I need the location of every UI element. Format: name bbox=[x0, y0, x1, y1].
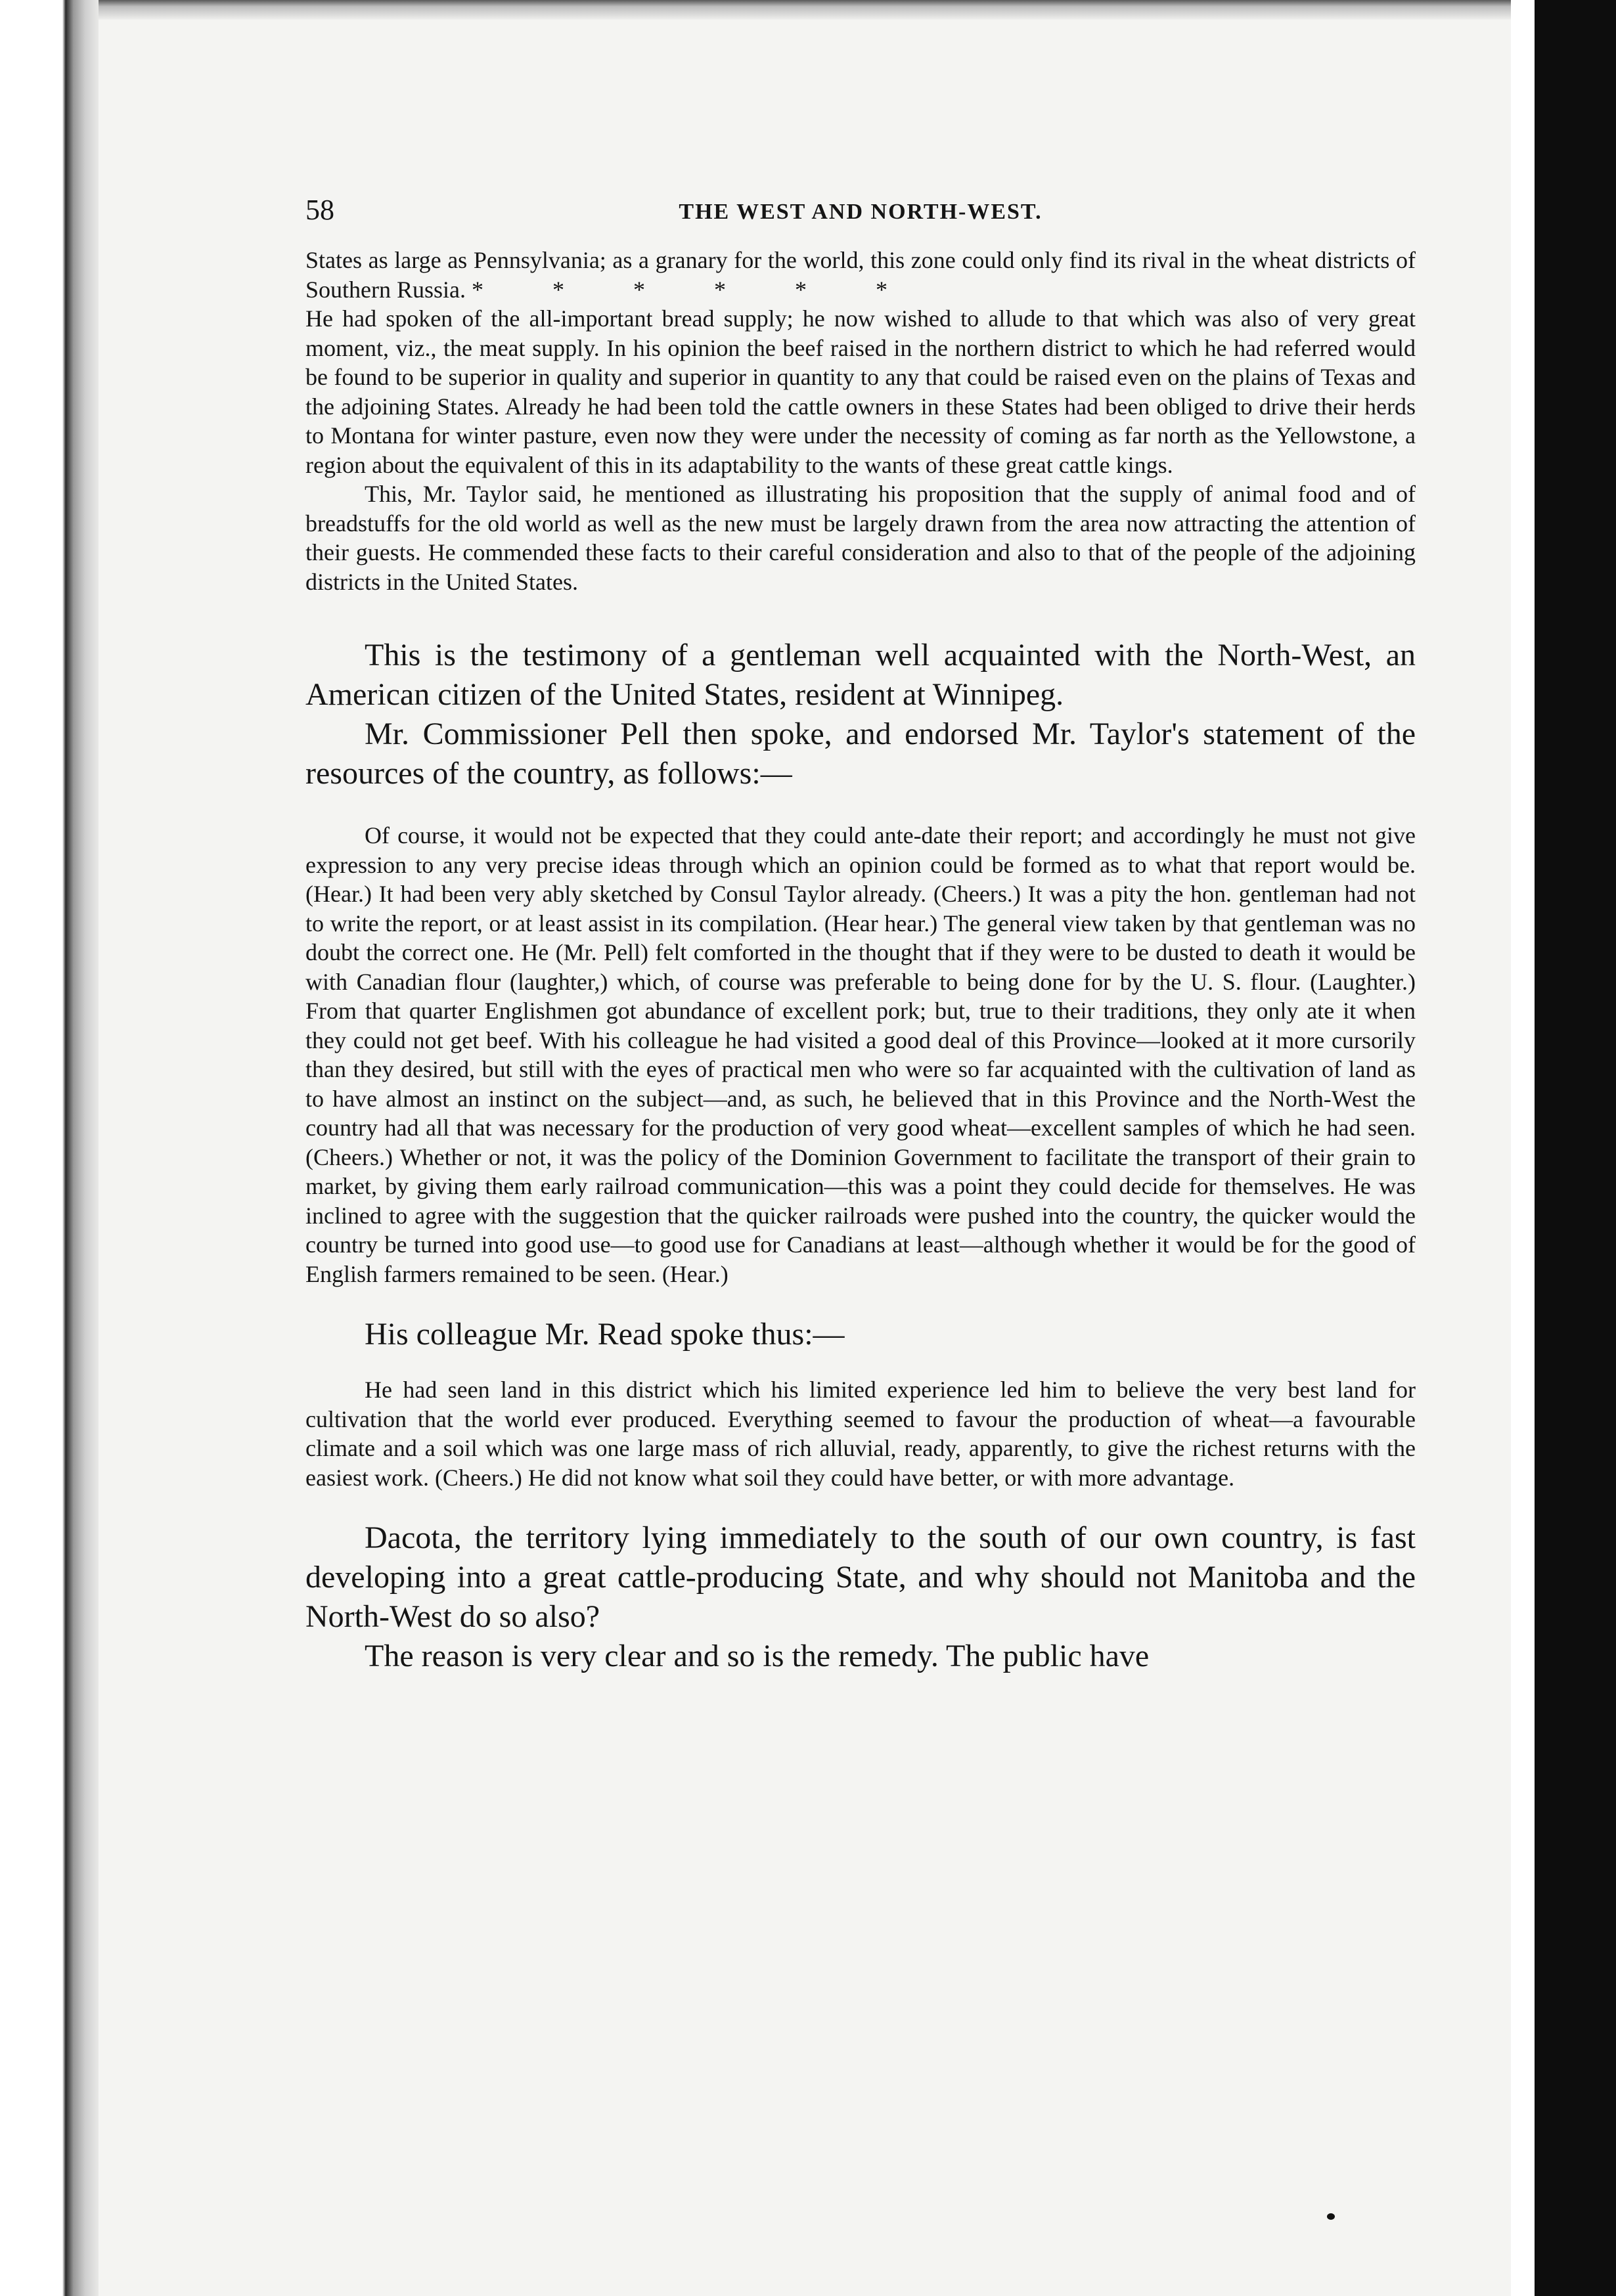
body-paragraph-pell-intro: Mr. Commissioner Pell then spoke, and endorsed Mr. Taylor's statement of the resources of the country, as follows:— bbox=[305, 717, 1416, 791]
page-header bbox=[305, 190, 1416, 236]
page-content bbox=[305, 190, 1416, 1676]
quote-paragraph-1-text: States as large as Pennsylvania; as a granary for the world, this zone could only find its rival in the wheat districts of Southern Russia. bbox=[305, 247, 1416, 303]
body-paragraph-reason: The reason is very clear and so is the remedy. The public have bbox=[365, 1639, 1150, 1673]
scan-left-edge bbox=[0, 0, 99, 2296]
body-paragraph-testimony: This is the testimony of a gentleman well acquainted with the North-West, an American citizen of the United States, resident at Winnipeg. bbox=[305, 638, 1416, 712]
quote-paragraph-2: He had spoken of the all-important bread supply; he now wished to allude to that which was also of very great moment, viz., the meat supply. In his opinion the beef raised in the northern district to which he had referred would be found to be superior in quality and superior in quantity to any that could be raised even on the plains of Texas and the adjoining States. Already he had been told the cattle owners in these States had been obliged to drive their herds to Montana for winter pasture, even now they were under the necessity of coming as far north as the Yellowstone, a region about the equivalent of this in its adaptability to the wants of these great cattle kings. bbox=[305, 305, 1416, 478]
ink-speck bbox=[1327, 2213, 1335, 2220]
body-paragraph-read-intro: His colleague Mr. Read spoke thus:— bbox=[365, 1317, 845, 1352]
scan-right-margin bbox=[1511, 0, 1535, 2296]
body-paragraph-dacota: Dacota, the territory lying immediately to the south of our own country, is fast developing into a great cattle-producing State, and why should not Manitoba and the North-West do so also? bbox=[305, 1520, 1416, 1634]
scan-top-edge bbox=[99, 0, 1531, 20]
page-number: 58 bbox=[305, 194, 334, 226]
quote-paragraph-pell: Of course, it would not be expected that they could ante-date their report; and accordingly he must not give expression to any very precise ideas through which an opinion could be formed as to what that report would be. (Hear.) It had been very ably sketched by Consul Taylor already. (Cheers.) It was a pity the hon. gentleman had not to write the report, or at least assist in its compilation. (Hear hear.) The general view taken by that gentleman was no doubt the correct one. He (Mr. Pell) felt comforted in the thought that if they were to be dusted to death it would be with Canadian flour (laughter,) which, of course was preferable to being done for by the U. S. flour. (Laughter.) From that quarter Englishmen got abundance of excellent pork; but, true to their traditions, they only ate it when they could not get beef. With his colleague he had visited a good deal of this Province—looked at it more cursorily than they desired, but still with the eyes of practical men who were so far acquainted with the cultivation of land as to have almost an instinct on the subject—and, as such, he believed that in this Province and the North-West the country had all that was necessary for the production of very good wheat—excellent samples of which he had seen. (Cheers.) Whether or not, it was the policy of the Dominion Government to facilitate the transport of their grain to market, by giving them early railroad communication—this was a point they could decide for themselves. He was inclined to agree with the suggestion that the quicker railroads were pushed into the country, the quicker would the country be turned into good use—to good use for Canadians at least—although whether it would be for the good of English farmers remained to be seen. (Hear.) bbox=[305, 822, 1416, 1287]
ellipsis-stars: * * * * * * bbox=[472, 276, 920, 303]
scan-right-edge bbox=[1535, 0, 1616, 2296]
quote-paragraph-1 bbox=[305, 246, 1416, 304]
quote-paragraph-read: He had seen land in this district which his limited experience led him to believe the very best land for cultivation that the world ever produced. Everything seemed to favour the production of wheat—a favourable climate and a soil which was one large mass of rich alluvial, ready, apparently, to give the richest returns with the easiest work. (Cheers.) He did not know what soil they could have better, or with more advantage. bbox=[305, 1377, 1416, 1491]
quote-paragraph-3: This, Mr. Taylor said, he mentioned as illustrating his proposition that the supply of animal food and of breadstuffs for the old world as well as the new must be largely drawn from the area now attracting the attention of their guests. He commended these facts to their careful consideration and also to that of the people of the adjoining districts in the United States. bbox=[305, 481, 1416, 595]
running-head: THE WEST AND NORTH-WEST. bbox=[679, 200, 1043, 224]
